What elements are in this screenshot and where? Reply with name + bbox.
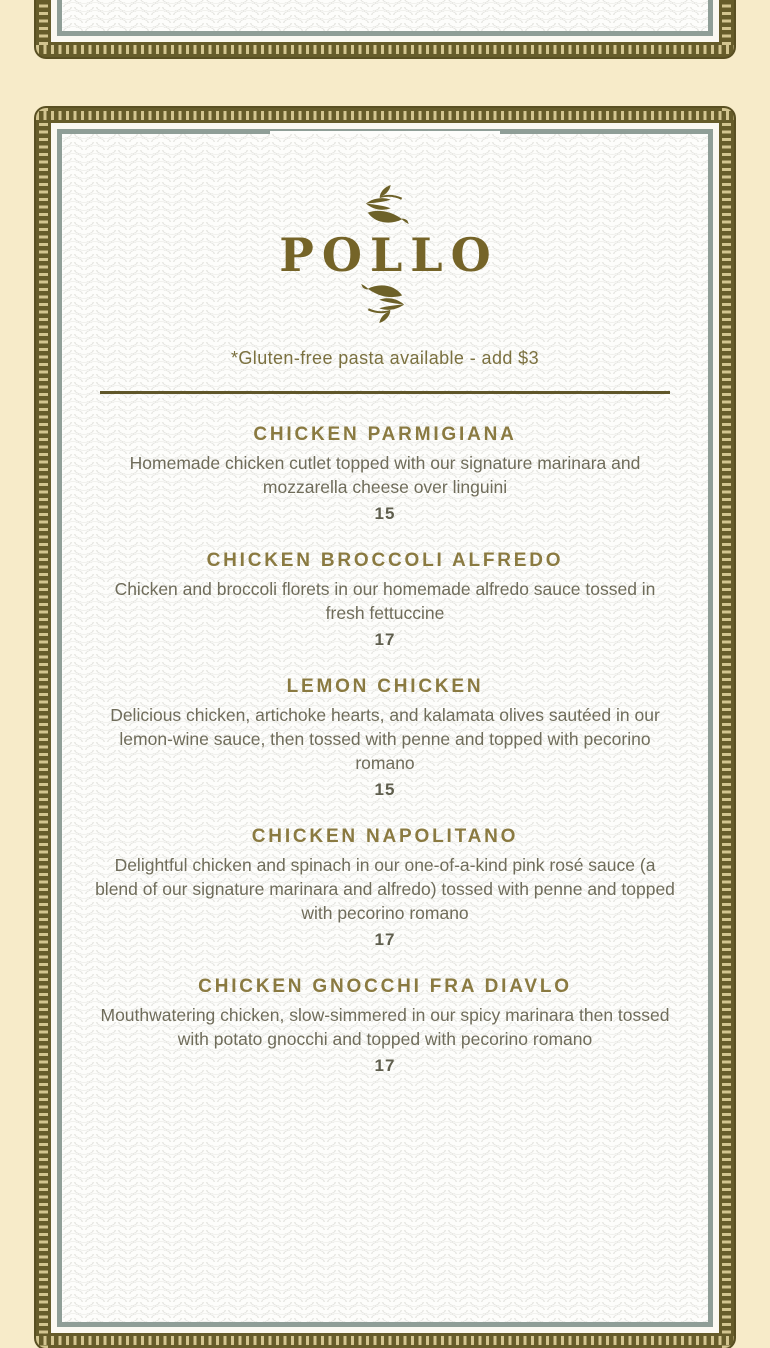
frame-gap (51, 123, 719, 1333)
item-description: Mouthwatering chicken, slow-simmered in our spicy marinara then tossed with potato gnocchi and topped with pecorino romano (100, 1005, 670, 1049)
item-description: Homemade chicken cutlet topped with our signature marinara and mozzarella cheese over linguini (129, 453, 641, 497)
leaf-ornament-bottom-icon (92, 284, 678, 324)
menu-section-title: POLLO (279, 228, 499, 282)
item-price: 15 (374, 780, 396, 799)
frame-gap (51, 0, 719, 42)
item-description: Chicken and broccoli florets in our homemade alfredo sauce tossed in fresh fettuccine (114, 579, 656, 623)
menu-item (92, 424, 678, 524)
item-description: Delightful chicken and spinach in our one-of-a-kind pink rosé sauce (a blend of our signature marinara and alfredo) tossed with penne and topped with pecorino romano (95, 855, 675, 923)
slate-border-frame (57, 0, 713, 36)
menu-item (92, 550, 678, 650)
item-price: 17 (374, 1056, 396, 1075)
item-name: LEMON CHICKEN (286, 676, 484, 697)
item-name: CHICKEN NAPOLITANO (251, 826, 519, 847)
gluten-free-note: *Gluten-free pasta available - add $3 (231, 348, 539, 368)
item-price: 17 (374, 930, 396, 949)
menu-content (62, 134, 708, 1076)
slate-border-frame (57, 129, 713, 1327)
item-description: Delicious chicken, artichoke hearts, and kalamata olives sautéed in our lemon-wine sauce, then tossed with penne and topped with pecorino romano (110, 705, 660, 773)
menu-card (36, 108, 734, 1348)
beaded-border (36, 0, 734, 57)
leaf-ornament-top-icon (92, 184, 678, 224)
border-notch (270, 131, 500, 134)
menu-item (92, 976, 678, 1076)
partial-card-top (36, 0, 734, 57)
item-price: 17 (374, 630, 396, 649)
menu-item (92, 676, 678, 800)
beaded-border (36, 108, 734, 1348)
item-name: CHICKEN GNOCCHI FRA DIAVLO (198, 976, 572, 997)
menu-items (92, 424, 678, 1076)
item-name: CHICKEN BROCCOLI ALFREDO (206, 550, 564, 571)
item-price: 15 (374, 504, 396, 523)
section-divider (100, 391, 670, 394)
menu-item (92, 826, 678, 950)
item-name: CHICKEN PARMIGIANA (253, 424, 517, 445)
